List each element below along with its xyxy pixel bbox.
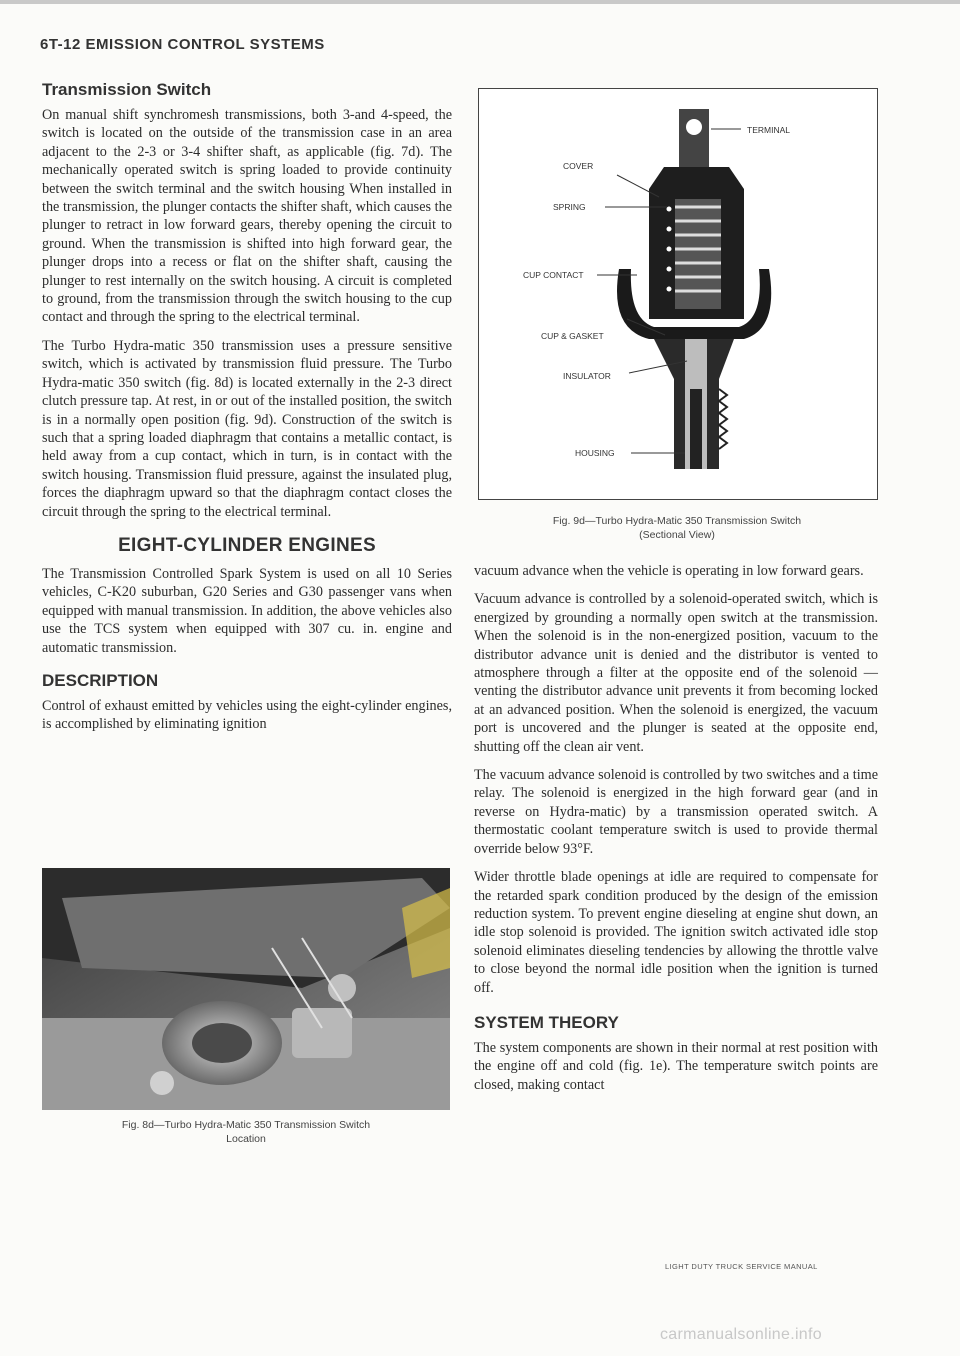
fig-9d-diagram bbox=[478, 88, 878, 500]
paragraph: On manual shift synchromesh transmissions, both 3-and 4-speed, the switch is located on the outside of the transmission case in an area adjacent to the 2-3 or 3-4 shifter shaft, as applicable (fig. 7d). The mechanically operated switch is spring loaded to provide continuity between the switch terminal and the switch housing When installed in the transmission, the plunger contacts the shifter shaft, which causes the plunger to retract in low forward gears, thereby opening the circuit to ground. When the transmission is shifted into high forward gear, the plunger drops into a recess or flat on the shifter shaft, causing the plunger to rest internally on the switch housing. A circuit is completed to ground, from the transmission through the switch housing to the cup contact and through the spring to the electrical terminal. bbox=[42, 107, 452, 326]
caption-line: Location bbox=[226, 1133, 266, 1145]
caption-line: Fig. 8d—Turbo Hydra-Matic 350 Transmission Switch bbox=[121, 1119, 371, 1131]
left-column bbox=[42, 80, 452, 744]
section-heading-description: DESCRIPTION bbox=[42, 670, 159, 690]
label-housing: HOUSING bbox=[575, 448, 615, 458]
paragraph: The vacuum advance solenoid is controlled by two switches and a time relay. The solenoid is energized in the high forward gear (and in reverse on Hydra-matic) by a transmission operated switch. A thermostatic coolant temperature switch is used to provide thermal override below 93°F. bbox=[474, 767, 878, 857]
terminal-hole bbox=[686, 119, 702, 135]
paragraph: Control of exhaust emitted by vehicles using the eight-cylinder engines, is accomplished by eliminating ignition bbox=[42, 697, 452, 733]
caption-line: Fig. 9d—Turbo Hydra-Matic 350 Transmission Switch bbox=[552, 515, 802, 527]
label-cup-gasket: CUP & GASKET bbox=[541, 331, 604, 341]
paragraph: Wider throttle blade openings at idle are required to compensate for the retarded spark condition produced by the design of the emission reduction system. To prevent engine dieseling at engine shut down, an idle stop solenoid is provided. The ignition switch activated idle stop solenoid eliminates dieseling tendencies by allowing the throttle valve to close beyond the normal idle position when the ignition is turned off. bbox=[474, 869, 878, 996]
fig-9d-caption bbox=[478, 514, 876, 542]
right-column bbox=[474, 562, 878, 1104]
transmission-photo-illustration bbox=[42, 868, 450, 1110]
paragraph: vacuum advance when the vehicle is operating in low forward gears. bbox=[474, 563, 864, 579]
paragraph: The system components are shown in their normal at rest position with the engine off and cold (fig. 1e). The temperature switch points are closed, making contact bbox=[474, 1039, 878, 1093]
terminal-tab bbox=[679, 109, 709, 169]
fig-8d-photo bbox=[42, 868, 450, 1110]
footer-manual-title: LIGHT DUTY TRUCK SERVICE MANUAL bbox=[665, 1262, 818, 1271]
paragraph: Vacuum advance is controlled by a solenoid-operated switch, which is energized by grounding a normally open switch at the transmission. When the solenoid is in the non-energized position, vacuum to the distributor advance unit is denied and the distributor is vented to atmosphere through a filter at the opposite end of the solenoid — venting the distributor advance unit prevents it from becoming locked at an advanced position. When the solenoid is energized, the vacuum port is uncovered and the plunger is seated at the opposite end, shutting off the clean air vent. bbox=[474, 591, 878, 755]
caption-line: (Sectional View) bbox=[639, 529, 715, 541]
switch-sectional-view bbox=[479, 89, 877, 499]
label-insulator: INSULATOR bbox=[563, 371, 611, 381]
fig-8d-caption bbox=[42, 1118, 450, 1146]
top-rule bbox=[0, 0, 960, 4]
section-heading-system-theory: SYSTEM THEORY bbox=[474, 1012, 619, 1032]
page-header: 6T-12 EMISSION CONTROL SYSTEMS bbox=[40, 36, 325, 53]
section-heading-transmission-switch: Transmission Switch bbox=[42, 80, 212, 99]
label-cover: COVER bbox=[563, 161, 594, 171]
label-cup-contact: CUP CONTACT bbox=[523, 270, 584, 280]
watermark: carmanualsonline.info bbox=[660, 1326, 822, 1343]
label-terminal: TERMINAL bbox=[747, 125, 790, 135]
paragraph: The Turbo Hydra-matic 350 transmission uses a pressure sensitive switch, which is activated by transmission fluid pressure. The Turbo Hydra-matic 350 switch (fig. 8d) is located externally in the 2-3 direct clutch pressure tap. At rest, in or out of the installed position, the switch is in a normally open position (fig. 9d). Construction of the switch is such that a spring loaded diaphragm that contains a metallic contact, is held away from a cup contact, which in turn, is in contact with the switch housing. Transmission fluid pressure, against the insulated plug, forces the diaphragm upward so that the diaphragm contact closes the circuit through the spring to the electrical terminal. bbox=[42, 337, 452, 520]
housing-threads bbox=[719, 389, 727, 449]
section-heading-eight-cylinder: EIGHT-CYLINDER ENGINES bbox=[118, 534, 376, 556]
paragraph: The Transmission Controlled Spark System is used on all 10 Series vehicles, C-K20 suburban, G20 Series and G30 passenger vans when equipped with manual transmission. In addition, the above vehicles also use the TCS system when equipped with 307 cu. in. engine and automatic transmission. bbox=[42, 565, 452, 656]
label-spring: SPRING bbox=[553, 202, 586, 212]
